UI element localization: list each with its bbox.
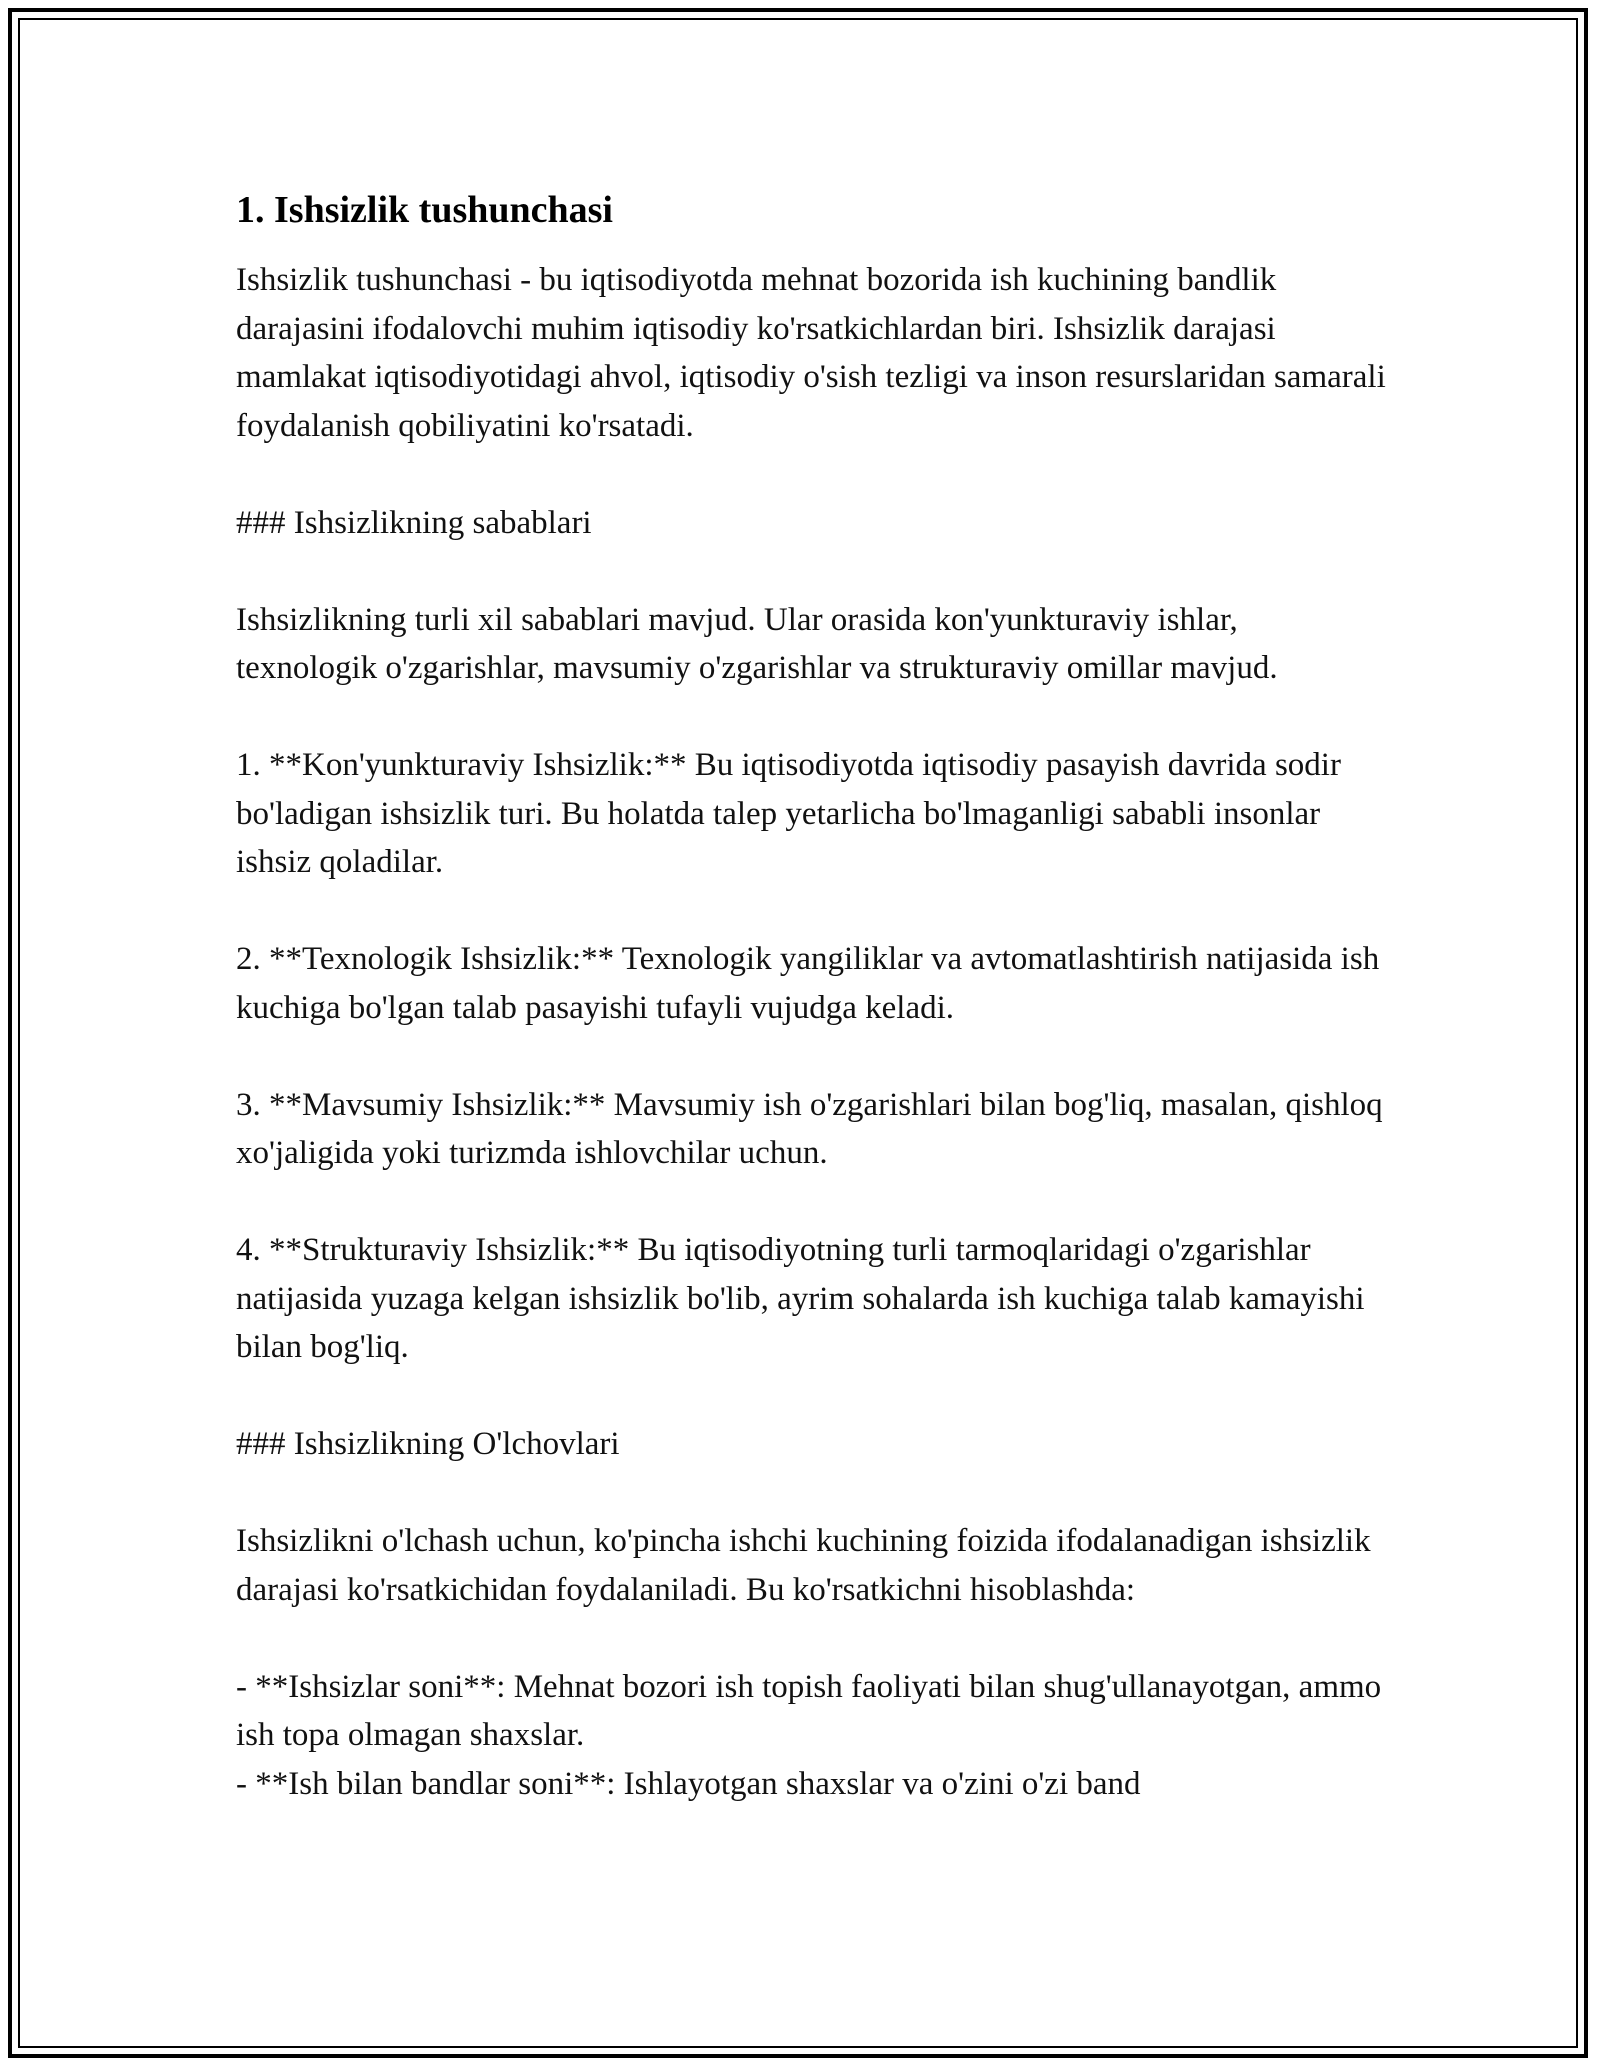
- causes-paragraph: Ishsizlikning turli xil sabablari mavjud. Ular orasida kon'yunkturaviy ishlar, texnologik o'zgarishlar, mavsumiy o'zgarishlar va strukturaviy omillar mavjud.: [236, 601, 1278, 686]
- subheading-measures: ### Ishsizlikning O'lchovlari: [236, 1426, 620, 1462]
- list-item-seasonal: 3. **Mavsumiy Ishsizlik:** Mavsumiy ish o'zgarishlari bilan bog'liq, masalan, qishloq xo'jaligida yoki turizmda ishlovchilar uchun.: [236, 1086, 1383, 1171]
- list-item-technological: 2. **Texnologik Ishsizlik:** Texnologik yangiliklar va avtomatlashtirish natijasida ish kuchiga bo'lgan talab pasayishi tufayli vujudga keladi.: [236, 941, 1380, 1026]
- list-item-cyclical: 1. **Kon'yunkturaviy Ishsizlik:** Bu iqtisodiyotda iqtisodiy pasayish davrida sodir bo'ladigan ishsizlik turi. Bu holatda talep yetarlicha bo'lmaganligi sababli insonlar ishsiz qoladilar.: [236, 747, 1341, 880]
- list-item-structural: 4. **Strukturaviy Ishsizlik:** Bu iqtisodiyotning turli tarmoqlaridagi o'zgarishlar natijasida yuzaga kelgan ishsizlik bo'lib, ayrim sohalarda ish kuchiga talab kamayishi bilan bog'liq.: [236, 1232, 1365, 1365]
- bullet-unemployed-count: - **Ishsizlar soni**: Mehnat bozori ish topish faoliyati bilan shug'ullanayotgan, ammo ish topa olmagan shaxslar.: [236, 1668, 1382, 1753]
- subheading-causes: ### Ishsizlikning sabablari: [236, 504, 592, 541]
- intro-paragraph: Ishsizlik tushunchasi - bu iqtisodiyotda mehnat bozorida ish kuchining bandlik darajasini ifodalovchi muhim iqtisodiy ko'rsatkichlardan biri. Ishsizlik darajasi mamlakat iqtisodiyotidagi ahvol, iqtisodiy o'sish tezligi va inson resurslaridan samarali foydalanish qobiliyatini ko'rsatadi.: [236, 262, 1386, 444]
- measures-paragraph: Ishsizlikni o'lchash uchun, ko'pincha ishchi kuchining foizida ifodalanadigan ishsizlik darajasi ko'rsatkichidan foydalaniladi. Bu ko'rsatkichni hisoblashda:: [236, 1523, 1371, 1608]
- document-body: [236, 186, 1386, 1808]
- bullet-employed-count: - **Ish bilan bandlar soni**: Ishlayotgan shaxslar va o'zini o'zi band: [236, 1765, 1141, 1802]
- section-heading: 1. Ishsizlik tushunchasi: [236, 189, 613, 231]
